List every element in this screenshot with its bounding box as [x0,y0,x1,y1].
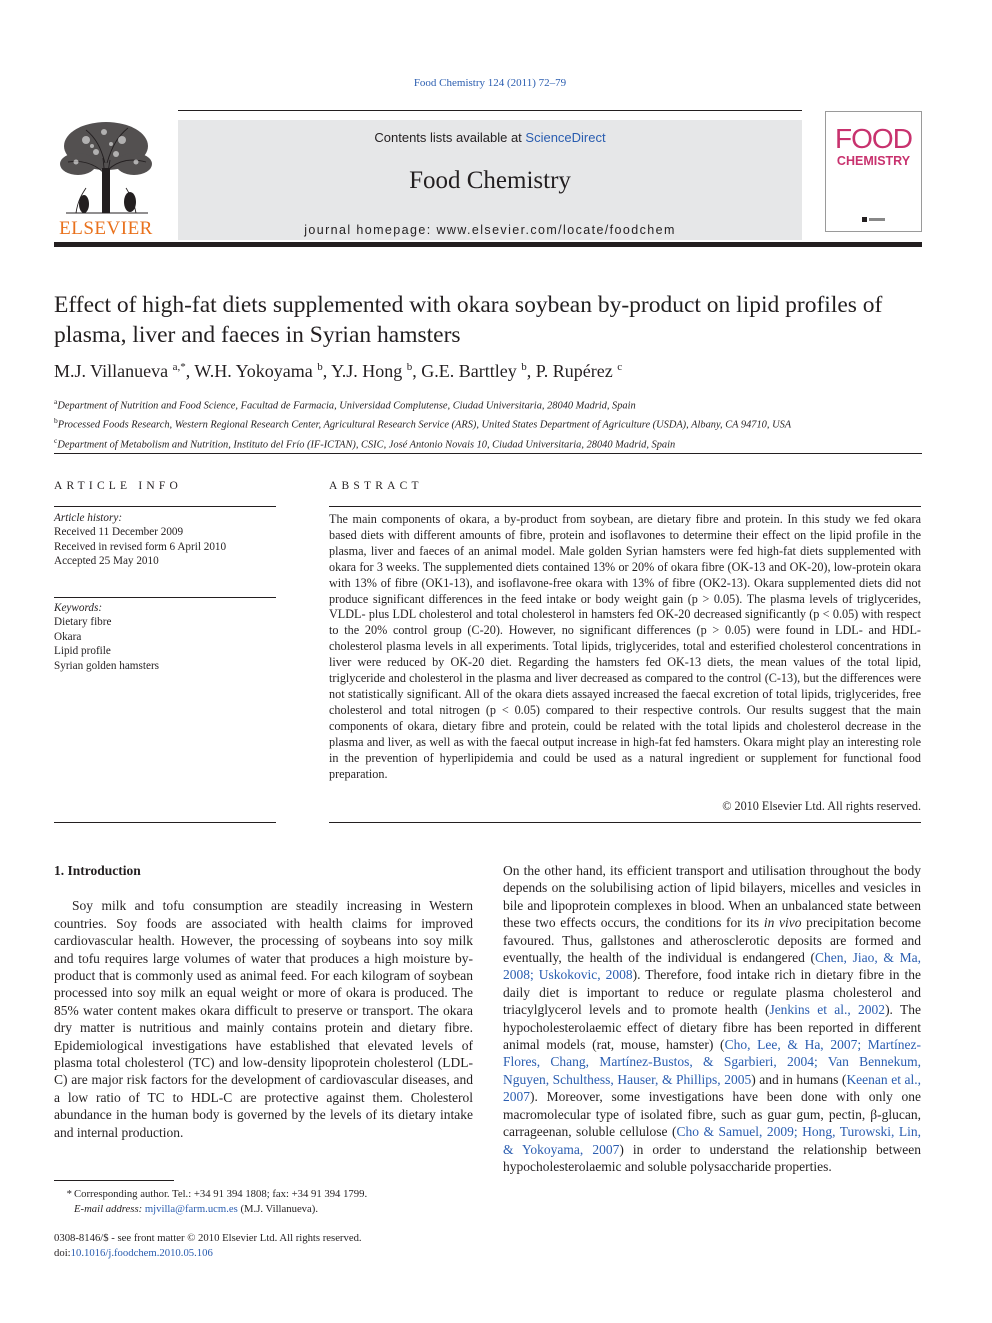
footnote-corresponding [54,1187,474,1202]
elsevier-logo[interactable] [54,118,158,243]
journal-citation[interactable] [0,77,980,89]
keyword: Lipid profile [54,645,111,658]
corresponding-author-footnote [54,1187,474,1216]
affiliation-text: Department of Metabolism and Nutrition, Instituto del Frío (IF-ICTAN), CSIC, José Antonio Novais 10, Ciudad Universitaria, 28040 Madrid, Spain [57,439,676,451]
keywords-label: Keywords: [54,602,103,614]
article-info-rule [54,506,276,507]
issn-doi-block [54,1231,474,1260]
affiliation-list [54,394,934,452]
author[interactable] [54,361,186,381]
section-heading-introduction: 1. Introduction [54,863,141,878]
author-name: Y.J. Hong [331,361,403,381]
abstract-text: The main components of okara, a by-product from soybean, are dietary fibre and protein. In this study we fed okara based diets with different amounts of fibre, protein and isoflavones to determine their effect on the lipid profile in the plasma, liver and faeces of an animal model. Male golden Syrian hamsters were fed high-fat diets supplemented with okara for 3 weeks. The supplemented diets contained 13% or 20% of okara fibre (OK-13 and OK-20), low-protein okara with 13% of fibre (OK1-13), and isoflavone-free okara with 13% of fibre (OK2-13). Okara supplemented diets did not produce significant differences in the feed intake or body weight gain (p > 0.05). The plasma levels of triglycerides, VLDL- plus LDL cholesterol and total cholesterol in hamsters fed OK-20 decreased significantly (p < 0.05) with respect to the 20% control group (C-20). However, no significant differences (p > 0.05) were found in LDL- and HDL-cholesterol plasma levels in all experiments. Total lipids, triglycerides, total and esterified cholesterol concentrations in liver were reduced by OK-20 diet. Regarding the hamsters fed OK-13 diets, the mean values of the total lipid, triglyceride and cholesterol in the plasma and liver decreased as compared to the control (C-13), but the differences were not statistically significant. All of the okara diets assayed increased the faecal excretion of total lipids, triglycerides, free cholesterol and total nitrogen (p < 0.05) compared to their respective controls. Our results suggest that the main components of okara, dietary fibre and protein, could be related with the total lipids and cholesterol decrease in the plasma and liver, as well as with the faecal output increase in high-fat fed hamsters. Okara might play an interesting role in the prevention of hyperlipidemia and could be used as a natural ingredient or supplement for functional food preparation. [329,512,921,781]
affiliation-text: Processed Foods Research, Western Regional Research Center, Agricultural Research Service (ARS), United States Department of Agriculture (USDA), Albany, CA 94710, USA [57,419,792,431]
masthead-bottom-rule [54,242,922,247]
doi-link[interactable]: 10.1016/j.foodchem.2010.05.106 [70,1246,213,1259]
cover-publisher-mark-icon [862,215,886,223]
email-suffix: (M.J. Villanueva). [237,1202,319,1215]
author-name: G.E. Barttley [421,361,517,381]
keywords-rule [54,597,276,598]
author-affiliation-marker[interactable]: b [521,361,527,373]
author-affiliation-marker[interactable]: b [317,361,323,373]
footnote-corresponding-text: Corresponding author. Tel.: +34 91 394 1808; fax: +34 91 394 1799. [74,1188,368,1200]
history-accepted: Accepted 25 May 2010 [54,555,159,568]
author-list [54,361,924,382]
author[interactable] [421,361,526,381]
affiliation-marker: b [54,416,58,426]
body-paragraph [503,862,921,1175]
journal-homepage[interactable]: journal homepage: www.elsevier.com/locate/foodchem [304,223,676,237]
body-column-right [503,862,921,1175]
text-run: ). The hypocholesterolaemic effect of dietary fibre has been reported in different animal models (rat, mouse, hamster) ( [503,1002,921,1053]
masthead-center-box [178,120,802,240]
author-name: P. Rupérez [535,361,613,381]
author[interactable] [194,361,322,381]
journal-cover-thumbnail[interactable] [825,111,922,232]
masthead-top-rule [178,110,802,111]
abstract-heading: ABSTRACT [329,480,423,492]
article-info-bottom-rule [54,822,276,823]
keyword: Dietary fibre [54,616,112,629]
body-column-left [54,862,473,1141]
article-history [54,511,284,569]
issn-line: 0308-8146/$ - see front matter © 2010 Elsevier Ltd. All rights reserved. [54,1232,362,1244]
sciencedirect-link[interactable]: ScienceDirect [525,130,606,145]
keyword: Okara [54,630,82,643]
footnote-rule [54,1180,174,1181]
body-paragraph: Soy milk and tofu consumption are steadily increasing in Western countries. Soy foods are associated with health claims for improved cardiovascular health. However, the processing of soybeans into soy milk and tofu requires large volumes of water that produces a high moisture by-product that is commonly used as animal feed. For each kilogram of soybean processed into soy milk an equal weight or more of okara is produced. The 85% water content makes okara difficult to preserve or transport. The okara dry matter is nutritious and mainly contains protein and dietary fibre. Epidemiological investigations have established that elevated levels of plasma total cholesterol (TC) and low-density lipoprotein cholesterol (LDL-C) are major risk factors for the development of cardiovascular diseases, and a low ratio of TC to HDL-C are protective against them. Cholesterol abundance in the human body is governed by the levels of its dietary intake and internal production. [54,898,473,1140]
affiliation [54,413,934,432]
reference-link[interactable]: Keenan et al., 2007 [503,1071,922,1105]
email-label: E-mail address: [74,1202,143,1215]
footnote-marker: * [66,1188,72,1200]
doi-line [54,1246,474,1261]
author-affiliation-marker[interactable]: c [617,361,623,373]
author[interactable] [331,361,412,381]
footnote-email [54,1202,474,1217]
reference-link[interactable]: Cho, Lee, & Ha, 2007; Martínez-Flores, Chang, Martínez-Bustos, & Sgarbieri, 2004; Van Bennekum, Nguyen, Schulthess, Hauser, & Phillips, 2005 [503,1037,921,1087]
text-run: precipitation become favoured. Thus, gallstones and atherosclerotic deposits are formed and eventually, the health of the individual is endangered ( [503,915,922,966]
text-run: On the other hand, its efficient transport and utilisation throughout the body depends on the solubilising action of lipid bilayers, micelles and vesicles in bile and lipoprotein complexes in blood. When an unbalanced state between these two effects occurs, the conditions for its [503,863,921,931]
abstract-rule [329,506,921,507]
author[interactable] [536,361,622,381]
author-separator: , [322,361,332,381]
reference-link[interactable]: Jenkins et al., 2002 [769,1002,886,1018]
author-name: W.H. Yokoyama [194,361,313,381]
text-run: ) in order to understand the relationship between hypocholesterolaemic and soluble polysaccharide properties. [503,1141,921,1174]
reference-link[interactable]: Cho & Samuel, 2009; Hong, Turowski, Lin, & Yokoyama, 2007 [503,1124,922,1157]
article-history-label: Article history: [54,512,123,524]
affiliation [54,394,934,413]
keywords-block [54,601,284,673]
author-separator: , [185,361,195,381]
cover-title-chemistry: CHEMISTRY [836,154,911,168]
journal-name: Food Chemistry [409,167,571,194]
text-run: ). Therefore, food intake rich in dietary fibre in the daily diet is important to reduce or regulate plasma cholesterol and triacylglycerol levels and to promote health ( [503,967,922,1018]
article-info-heading: ARTICLE INFO [54,480,182,492]
doi-label: doi: [54,1246,71,1259]
contents-available-line [178,130,802,145]
abstract-bottom-rule [329,822,921,823]
abstract-copyright: © 2010 Elsevier Ltd. All rights reserved. [722,799,921,813]
text-run-italic: in vivo [763,915,802,931]
author-affiliation-marker[interactable]: a,* [172,361,186,373]
affiliation-marker: c [54,435,58,445]
elsevier-tree-icon [56,118,156,214]
elsevier-wordmark: ELSEVIER [59,218,153,239]
citation-link[interactable]: Food Chemistry 124 (2011) 72–79 [413,77,567,89]
email-link[interactable]: mjvilla@farm.ucm.es [144,1202,238,1215]
author-separator: , [526,361,536,381]
keyword: Syrian golden hamsters [54,659,160,672]
history-received: Received 11 December 2009 [54,526,184,539]
journal-masthead [54,110,922,247]
affiliation [54,433,934,452]
text-run: ). Moreover, some investigations have been done with only one macromolecular type of isolated fibre, such as guar gum, pectin, β-glucan, carrageenan, soluble cellulose ( [503,1089,921,1140]
author-separator: , [412,361,422,381]
author-name: M.J. Villanueva [54,361,169,381]
header-divider [54,453,922,454]
affiliation-text: Department of Nutrition and Food Science, Facultad de Farmacia, Universidad Complutense, Ciudad Universitaria, 28040 Madrid, Spain [57,400,636,412]
article-title: Effect of high-fat diets supplemented with okara soybean by-product on lipid profiles of plasma, liver and faeces in Syrian hamsters [54,292,883,348]
history-revised: Received in revised form 6 April 2010 [54,540,227,553]
contents-prefix: Contents lists available at [374,130,526,145]
author-affiliation-marker[interactable]: b [406,361,413,373]
cover-title-food: FOOD [835,123,912,154]
text-run: ) and in humans ( [751,1071,847,1087]
affiliation-marker: a [54,397,58,406]
reference-link[interactable]: Chen, Jiao, & Ma, 2008; Uskokovic, 2008 [503,950,921,983]
